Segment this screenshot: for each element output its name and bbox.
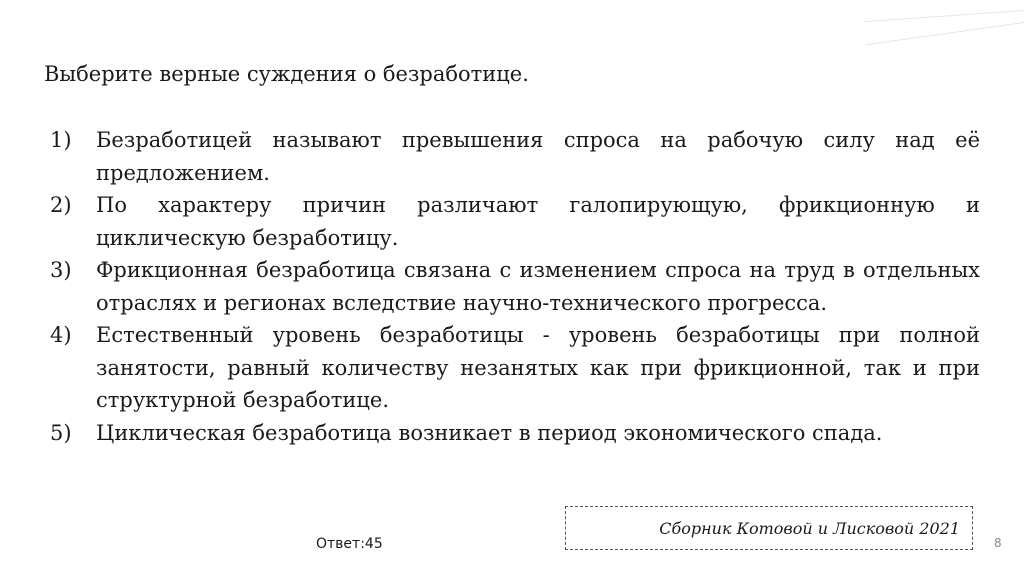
statement-number: 2) bbox=[50, 193, 72, 217]
statement-text: Естественный уровень безработицы - уровень безработицы при полной занятости, равный количеству незанятых как при фрикционной, так и при структурной безработице. bbox=[96, 323, 980, 412]
statement-item bbox=[50, 417, 980, 450]
statement-item bbox=[50, 124, 980, 189]
statements-list bbox=[50, 124, 980, 449]
statement-item bbox=[50, 319, 980, 417]
source-citation: Сборник Котовой и Лисковой 2021 bbox=[659, 518, 960, 538]
page-number: 8 bbox=[994, 536, 1002, 550]
statement-text: По характеру причин различают галопирующую, фрикционную и циклическую безработицу. bbox=[96, 193, 980, 250]
decorative-line bbox=[866, 22, 1024, 45]
slide-title: Выберите верные суждения о безработице. bbox=[44, 62, 529, 86]
statement-number: 5) bbox=[50, 420, 72, 445]
statement-text: Фрикционная безработица связана с изменением спроса на труд в отдельных отраслях и регионах вследствие научно-технического прогресса. bbox=[96, 258, 980, 315]
statement-number: 1) bbox=[50, 128, 72, 152]
statement-item bbox=[50, 189, 980, 254]
statement-item bbox=[50, 254, 980, 319]
statement-text: Безработицей называют превышения спроса на рабочую силу над её предложением. bbox=[96, 128, 980, 185]
statement-number: 3) bbox=[50, 258, 72, 282]
statement-text: Циклическая безработица возникает в период экономического спада. bbox=[96, 420, 883, 445]
source-box bbox=[565, 506, 973, 550]
decorative-line bbox=[864, 10, 1024, 22]
statement-number: 4) bbox=[50, 323, 72, 347]
answer-text: Ответ:45 bbox=[316, 536, 383, 552]
